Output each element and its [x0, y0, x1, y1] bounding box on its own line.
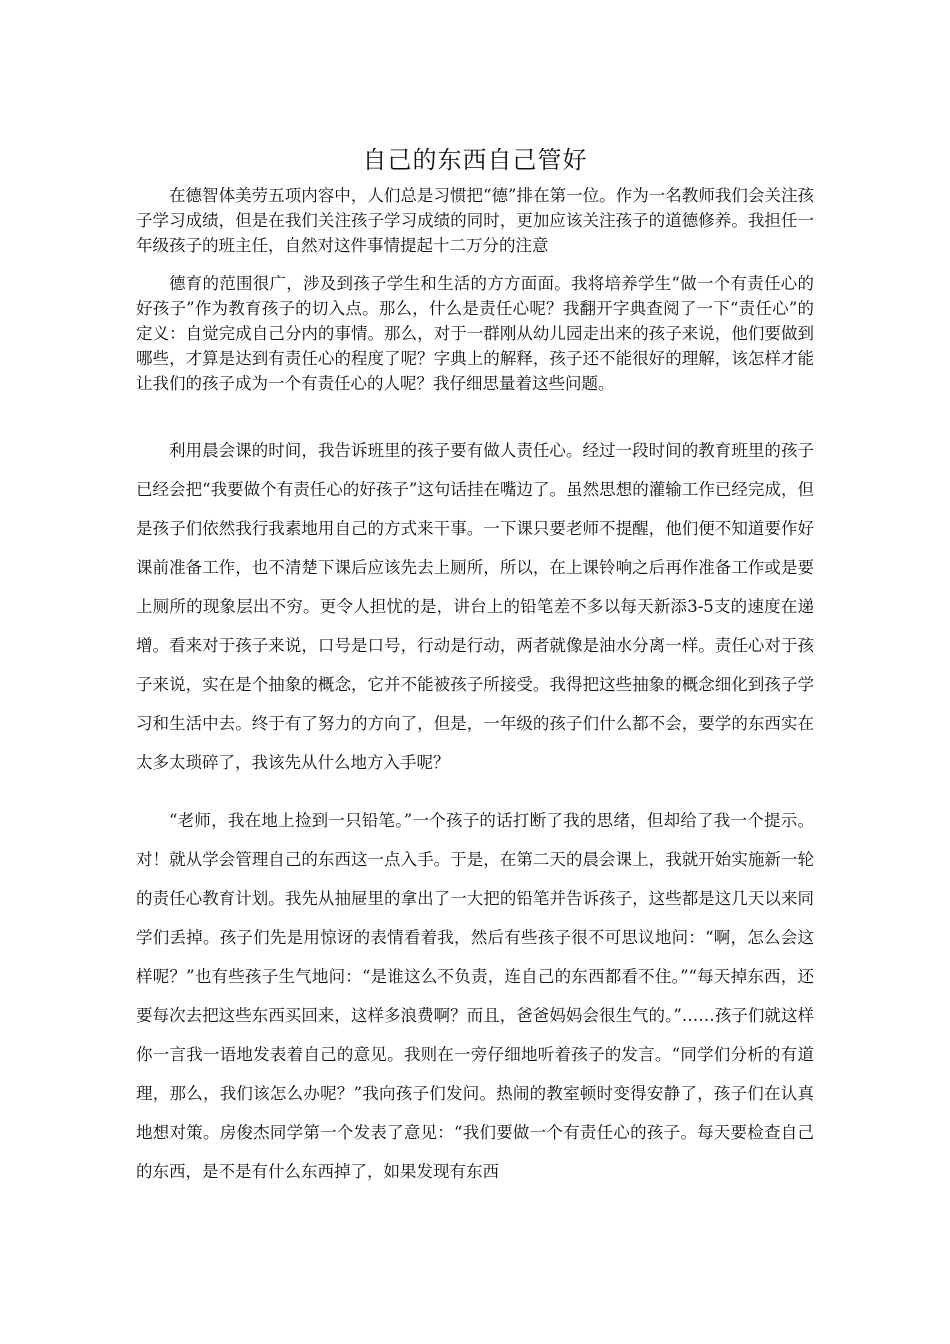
paragraph-2: 德育的范围很广，涉及到孩子学生和生活的方方面面。我将培养学生“做一个有责任心的好孩子”作为教育孩子的切入点。那么，什么是责任心呢？我翻开字典查阅了一下“责任心”的定义：自觉完成自己分内的事情。那么，对于一群刚从幼儿园走出来的孩子来说，他们要做到哪些，才算是达到有责任心的程度了呢？字典上的解释，孩子还不能很好的理解，该怎样才能让我们的孩子成为一个有责任心的人呢？我仔细思量着这些问题。	[136, 274, 814, 393]
document-title: 自己的东西自己管好	[362, 146, 588, 174]
paragraph-3: 利用晨会课的时间，我告诉班里的孩子要有做人责任心。经过一段时间的教育班里的孩子已经会把“我要做个有责任心的好孩子”这句话挂在嘴边了。虽然思想的灌输工作已经完成，但是孩子们依然我行我素地用自己的方式来干事。一下课只要老师不提醒，他们便不知道要作好课前准备工作，也不清楚下课后应该先去上厕所，所以，在上课铃响之后再作准备工作或是要上厕所的现象层出不穷。更令人担忧的是，讲台上的铅笔差不多以每天新添3-5支的速度在递增。看来对于孩子来说，口号是口号，行动是行动，两者就像是油水分离一样。责任心对于孩子来说，实在是个抽象的概念，它并不能被孩子所接受。我得把这些抽象的概念细化到孩子学习和生活中去。终于有了努力的方向了，但是，一年级的孩子们什么都不会，要学的东西实在太多太琐碎了，我该先从什么地方入手呢？	[136, 441, 814, 772]
paragraph-1: 在德智体美劳五项内容中，人们总是习惯把“德”排在第一位。作为一名教师我们会关注孩子学习成绩，但是在我们关注孩子学习成绩的同时，更加应该关注孩子的道德修养。我担任一年级孩子的班主任，自然对这件事情提起十二万分的注意	[136, 186, 814, 255]
paragraph-4: “老师，我在地上捡到一只铅笔。”一个孩子的话打断了我的思绪，但却给了我一个提示。对！就从学会管理自己的东西这一点入手。于是，在第二天的晨会课上，我就开始实施新一轮的责任心教育计划。我先从抽屉里的拿出了一大把的铅笔并告诉孩子，这些都是这几天以来同学们丢掉。孩子们先是用惊讶的表情看着我，然后有些孩子很不可思议地问：“啊，怎么会这样呢？”也有些孩子生气地问：“是谁这么不负责，连自己的东西都看不住。”“每天掉东西，还要每次去把这些东西买回来，这样多浪费啊？而且，爸爸妈妈会很生气的。”……孩子们就这样你一言我一语地发表着自己的意见。我则在一旁仔细地听着孩子的发言。“同学们分析的有道理，那么，我们该怎么办呢？”我向孩子们发问。热闹的教室顿时变得安静了，孩子们在认真地想对策。房俊杰同学第一个发表了意见：“我们要做一个有责任心的孩子。每天要检查自己的东西，是不是有什么东西掉了，如果发现有东西	[136, 811, 814, 1181]
